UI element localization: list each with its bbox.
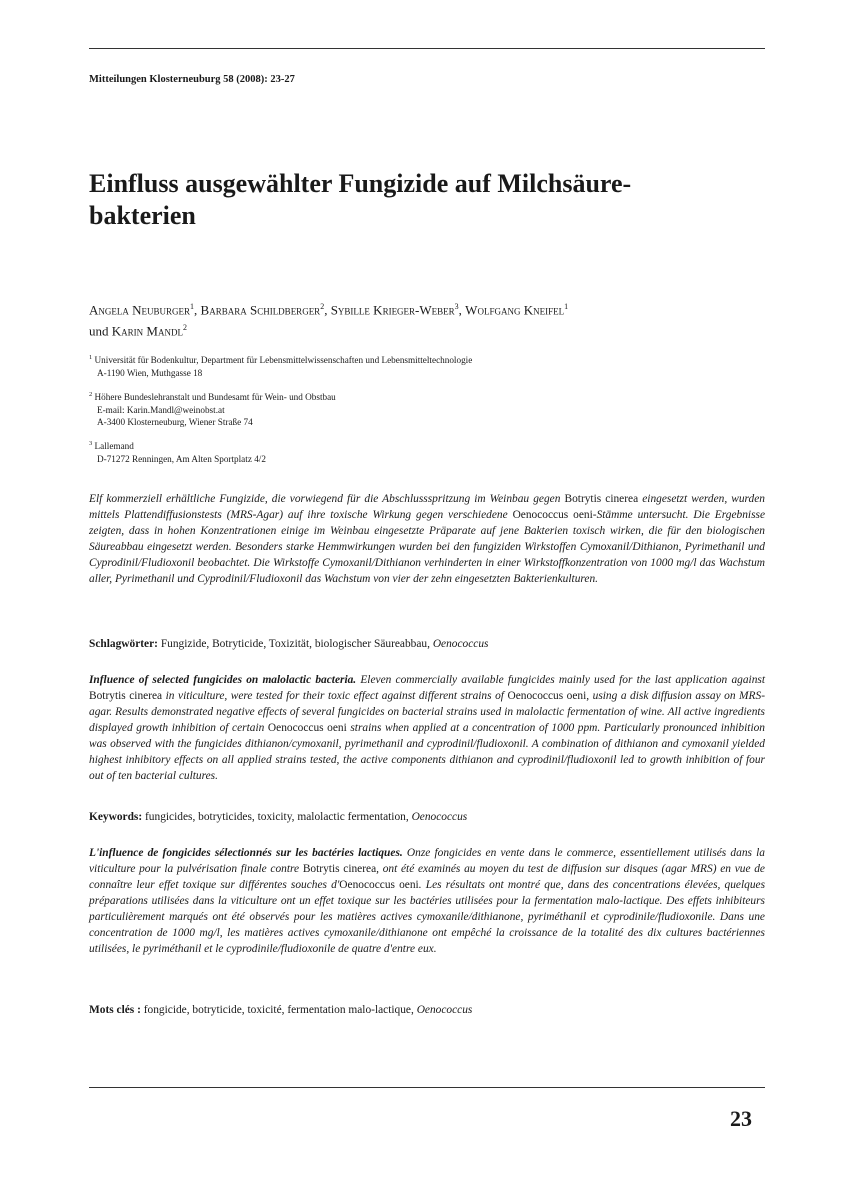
article-title — [89, 168, 749, 232]
author-name: Angela Neuburger — [89, 302, 191, 318]
keywords-german: Schlagwörter: Fungizide, Botryticide, Toxizität, biologischer Säureabbau, Oenococcus — [89, 638, 489, 650]
affiliation-2 — [89, 389, 765, 429]
species-name: Oenococcus oeni — [267, 722, 347, 734]
affiliation-line: A-1190 Wien, Muthgasse 18 — [97, 367, 203, 378]
author-name: Barbara Schildberger — [200, 302, 321, 318]
keywords-label: Keywords: — [89, 811, 143, 823]
affiliation-line: Lallemand — [94, 441, 134, 452]
author-affil-mark: 1 — [190, 302, 195, 311]
affiliation-line: D-71272 Renningen, Am Alten Sportplatz 4/2 — [97, 453, 266, 464]
affiliation-number: 2 — [89, 391, 93, 398]
keywords-label: Mots clés : — [89, 1004, 141, 1016]
footer-rule — [89, 1087, 765, 1088]
abstract-french-title: L'influence de fongicides sélectionnés sur les bactéries lactiques. — [89, 847, 403, 859]
author-affil-mark: 2 — [182, 323, 187, 333]
affiliation-1 — [89, 352, 765, 379]
species-name: Oenococcus oeni — [507, 690, 587, 702]
species-name: Oenococcus oeni — [512, 509, 593, 521]
affiliation-line: A-3400 Klosterneuburg, Wiener Straße 74 — [97, 417, 253, 428]
affiliation-number: 3 — [89, 440, 93, 447]
header-rule — [89, 48, 765, 49]
author-affil-mark: 1 — [564, 302, 569, 311]
page-number: 23 — [730, 1106, 752, 1131]
species-name: Botrytis cinerea — [302, 863, 377, 875]
abstract-english-title: Influence of selected fungicides on malolactic bacteria. — [89, 674, 357, 686]
abstract-french: L'influence de fongicides sélectionnés sur les bactéries lactiques. Onze fongicides en vente dans le commerce, essentiellement utilisés dans la viticulture pour la pulvérisation finale contre Botrytis cinerea, ont été examinés au moyen du test de diffusion sur disques (agar MRS) en vue de connaître leur effet toxique sur différentes souches d'Oenococcus oeni. Les résultats ont montré que, dans des concentrations élevées, quelques préparations utilisées dans la viticulture ont un effet toxique sur les bactéries utilisées pour la fermentation malo-lactique. Des effets inhibiteurs particulièrement marqués ont été observés pour les matières actives cymoxanile/dithianone, pyriméthanil et cyprodinile/fludioxonile. Dans une concentration de 1000 mg/l, les matières actives cymoxanile/dithianone ont empêché la croissance de la totalité des dix cultures bactériennes utilisées, le pyriméthanil et le cyprodinile/fludioxonile de quatre d'entre eux. — [89, 847, 765, 955]
author-name: Sybille Krieger-Weber — [330, 302, 455, 318]
author-list: Angela Neuburger$^1$, Barbara Schildberger$^2$, Sybille Krieger-Weber$^3$, Wolfgang Kneifel$^1$ und Karin Mandl$^2$ — [89, 302, 569, 339]
species-name: Botrytis cinerea — [564, 493, 639, 505]
keywords-english: Keywords: fungicides, botryticides, toxicity, malolactic fermentation, Oenococcus — [89, 811, 468, 823]
author-affil-mark: 3 — [454, 302, 459, 311]
species-name: Botrytis cinerea — [89, 690, 163, 702]
title-line-1: Einfluss ausgewählter Fungizide auf Milchsäure- — [89, 169, 632, 198]
affiliation-number: 1 — [89, 354, 93, 361]
affiliation-line: Höhere Bundeslehranstalt und Bundesamt für Wein- und Obstbau — [94, 392, 336, 403]
affiliation-line: Universität für Bodenkultur, Department für Lebensmittelwissenschaften und Lebensmitteltechnologie — [94, 355, 473, 366]
author-name: Wolfgang Kneifel — [465, 302, 565, 318]
keywords-label: Schlagwörter: — [89, 638, 158, 650]
abstract-german: Elf kommerziell erhältliche Fungizide, die vorwiegend für die Abschlussspritzung im Weinbau gegen Botrytis cinerea eingesetzt werden, wurden mittels Plattendiffusionstests (MRS-Agar) auf ihre toxische Wirkung gegen verschiedene Oenococcus oeni-Stämme untersucht. Die Ergebnisse zeigten, dass in hohen Konzentrationen einige im Weinbau eingesetzte Präparate auf jene Bakterien toxisch wirken, die für den biologischen Säureabbau eingesetzt werden. Besonders starke Hemmwirkungen wurden bei den fungiziden Wirkstoffen Cymoxanil/Dithianon, Pyrimethanil und Cyprodinil/Fludioxonil beobachtet. Die Wirkstoffe Cymoxanil/Dithianon verhinderten in einer Wirkstoffkonzentration von 1000 mg/l das Wachstum aller, Pyrimethanil und Cyprodinil/Fludioxonil das Wachstum von vier der zehn eingesetzten Bakterienkulturen. — [89, 493, 766, 585]
affiliation-email: E-mail: Karin.Mandl@weinobst.at — [97, 404, 225, 415]
keywords-french: Mots clés : fongicide, botryticide, toxicité, fermentation malo-lactique, Oenococcus — [89, 1004, 473, 1016]
affiliation-3 — [89, 438, 765, 465]
journal-citation: Mitteilungen Klosterneuburg 58 (2008): 23-27 — [89, 74, 295, 85]
species-name: Oenococcus oeni — [339, 879, 419, 891]
author-name: Karin Mandl — [111, 323, 183, 339]
author-conjunction: und — [89, 323, 109, 339]
author-affil-mark: 2 — [320, 302, 325, 311]
title-line-2: bakterien — [89, 201, 196, 230]
abstract-english: Influence of selected fungicides on malolactic bacteria. Eleven commercially available fungicides mainly used for the last application against Botrytis cinerea in viticulture, were tested for their toxic effect against different strains of Oenococcus oeni, using a disk diffusion assay on MRS-agar. Results demonstrated negative effects of several fungicides on bacterial strains used in malolactic fermentation of wine. All active ingredients displayed growth inhibition of certain Oenococcus oeni strains when applied at a concentration of 1000 ppm. Particularly pronounced inhibition was observed with the fungicides dithianon/cymoxanil, pyrimethanil and cyprodinil/fludioxonil. A combination of dithianon and cymoxanil yielded highest inhibitory effects on all applied strains tested, the active components dithianon and cyprodinil/fludioxonil led to growth inhibition of four out of ten bacterial cultures. — [89, 674, 766, 782]
